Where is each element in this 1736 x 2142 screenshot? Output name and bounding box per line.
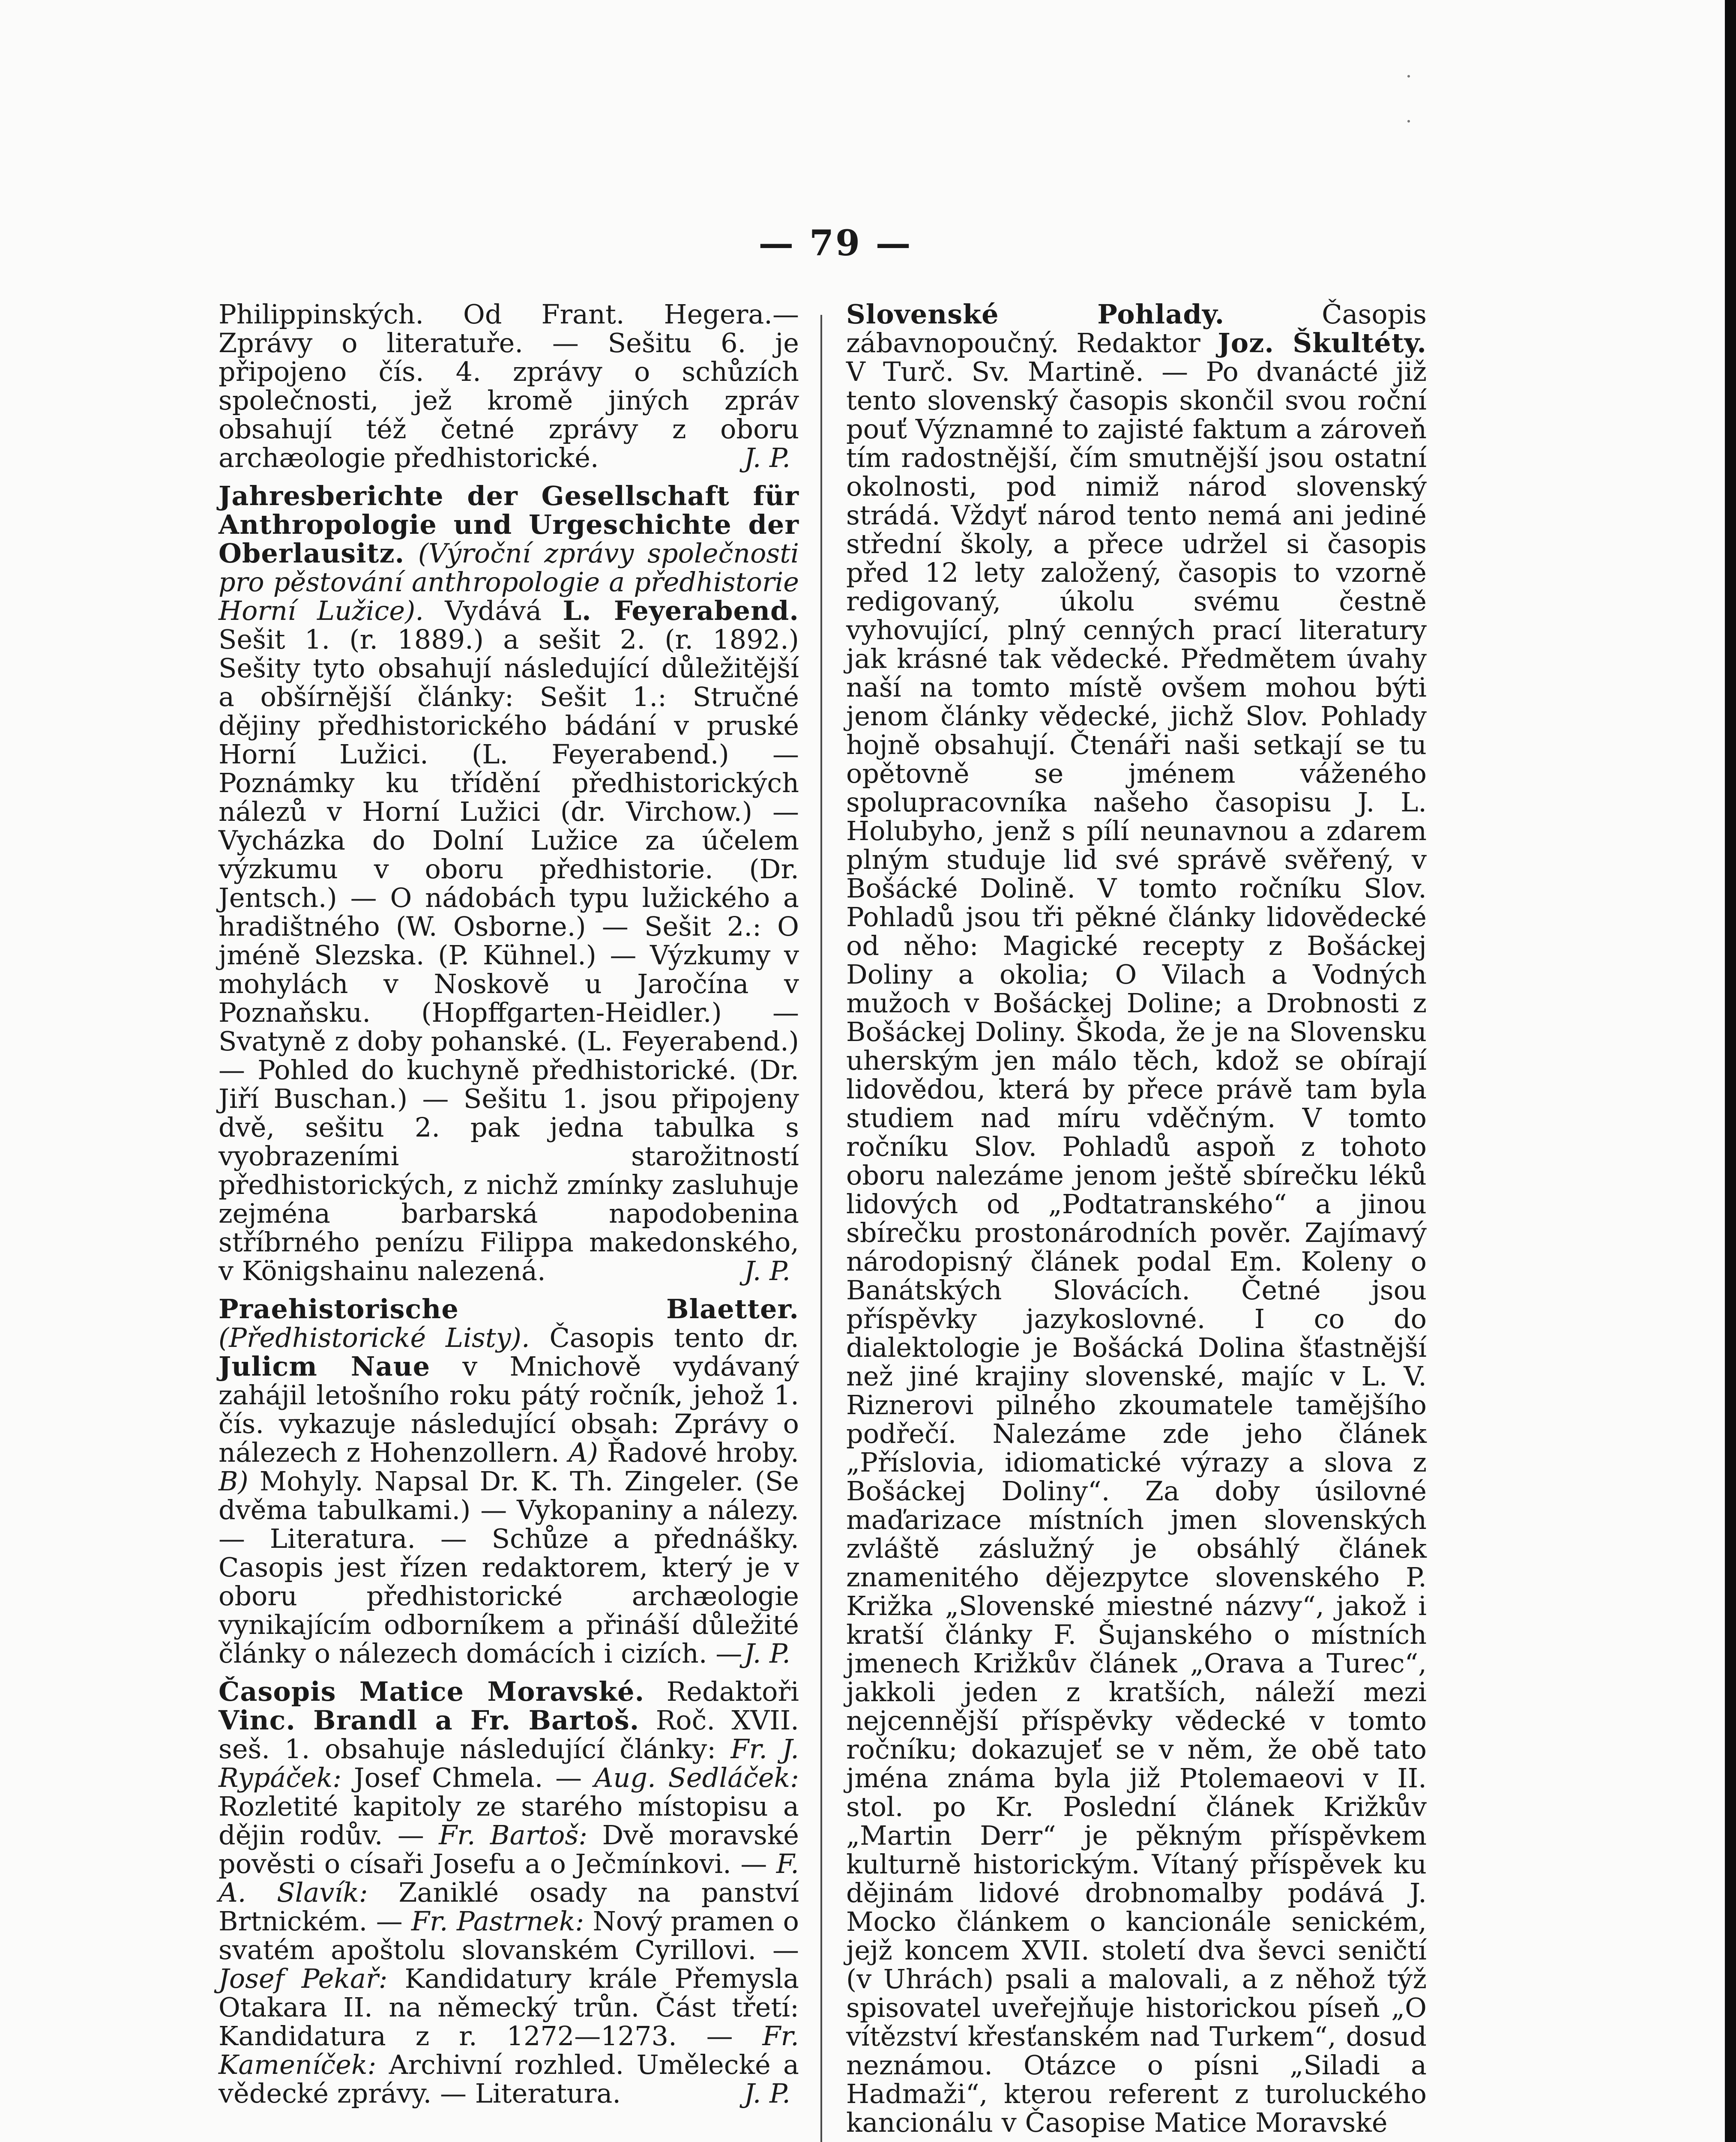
review-entry-oberlausitz xyxy=(218,482,799,1285)
right-column xyxy=(846,300,1427,2142)
article-title: Zaniklé osady na panství Brtnickém. — xyxy=(218,1877,799,1937)
entry-text: Časopis zábavnopoučný. Redaktor xyxy=(846,299,1427,359)
article-title: Josef Chmela. — xyxy=(353,1762,582,1793)
page-number: — 79 — xyxy=(758,223,913,264)
signature: J. P. xyxy=(744,1638,790,1669)
entry-title: Slovenské Pohlady. xyxy=(846,299,1225,330)
entry-marker: A) xyxy=(568,1437,598,1468)
article-title: Dvě moravské pověsti o císaři Josefu a o Ječmínkovi. — xyxy=(218,1819,799,1879)
signature: J. P. xyxy=(744,442,790,473)
entry-editor: L. Feyerabend. xyxy=(563,595,799,626)
review-entry-slovenske-pohlady xyxy=(846,300,1427,2137)
entry-text: Sešit 1. (r. 1889.) a sešit 2. (r. 1892.) Sešity tyto obsahují následující důležitější a obšírnější články: Sešit 1.: Stručné dějiny předhistorického bádání v pruské Horní Lužici. (L. Feyerabend.) — Poznámky ku třídění předhistorických nálezů v Horní Lužici (dr. Virchow.) — Vycházka do Dolní Lužice za účelem výzkumu v oboru předhistorie. (Dr. Jentsch.) — O nádobách typu lužického a hradištného (W. Osborne.) — Sešit 2.: O jméně Slezska. (P. Kühnel.) — Výzkumy v mohylách v Noskově u Jaročína v Poznaňsku. (Hopffgarten-Heidler.) — Svatyně z doby pohanské. (L. Feyerabend.) — Pohled do kuchyně předhistorické. (Dr. Jiří Buschan.) — Sešitu 1. jsou připojeny dvě, sešitu 2. pak jedna tabulka s vyobrazeními starožitností předhistorických, z nichž zmínky zasluhuje zejména barbarská napodobenina stříbrného penízu Filippa makedonského, v Königshainu nalezená. xyxy=(218,624,799,1286)
entry-text: Mohyly. Napsal Dr. K. Th. Zingeler. (Se dvěma tabulkami.) — Vykopaniny a nálezy. — Literatura. — Schůze a přednášky. Casopis jest řízen redaktorem, který je v oboru předhistorické archæologie vynikajícím odborníkem a přináší důležité články o nálezech domácích i cizích. — xyxy=(218,1466,799,1669)
entry-text: Redaktoři xyxy=(666,1676,799,1707)
article-author: Fr. Bartoš: xyxy=(439,1819,588,1851)
entry-text: v Mnichově vydávaný zahájil letošního roku pátý ročník, jehož 1. čís. vykazuje následující obsah: Zprávy o nálezech z Hohenzollern. xyxy=(218,1351,799,1468)
article-author: Fr. J. Rypáček: xyxy=(218,1733,799,1793)
signature: J. P. xyxy=(744,2078,790,2109)
article-title: Rozletité kapitoly ze starého místopisu a dějin rodův. — xyxy=(218,1791,799,1851)
article-author: Fr. Kameníček: xyxy=(218,2020,799,2080)
entry-marker: B) xyxy=(218,1466,248,1497)
review-entry-casopis-matice-moravske xyxy=(218,1677,799,2108)
continued-entry xyxy=(218,300,799,472)
scan-speck xyxy=(1407,75,1410,78)
entry-text: Časopis tento dr. xyxy=(549,1322,799,1353)
continued-text: Philippinských. Od Frant. Hegera.— Zprávy o literatuře. — Sešitu 6. je připojeno čís. 4. zprávy o schůzích společnosti, jež kromě jiných zpráv obsahují též četné zprávy z oboru archæologie předhistorické. xyxy=(218,299,799,473)
article-author: Fr. Pastrnek: xyxy=(411,1906,584,1937)
entry-editor: Joz. Škultéty. xyxy=(1218,327,1427,359)
left-column xyxy=(218,300,799,2117)
article-title: Kandidatury krále Přemysla Otakara II. na německý trůn. Část třetí: Kandidatura z r. 1272—1273. — xyxy=(218,1963,799,2052)
entry-title: Jahresberichte der Gesellschaft für Anthropologie und Urgeschichte der Oberlausitz. xyxy=(218,480,799,569)
entry-title: Praehistorische Blaetter. xyxy=(218,1293,799,1325)
article-author: Aug. Sedláček: xyxy=(594,1762,799,1793)
signature: J. P. xyxy=(744,1255,790,1286)
article-title: Nový pramen o svatém apoštolu slovanském Cyrillovi. — xyxy=(218,1906,799,1965)
review-entry-praehistorische-blaetter xyxy=(218,1295,799,1668)
entry-subtitle: (Výroční zprávy společnosti pro pěstování anthropologie a předhistorie Horní Lužice). xyxy=(218,538,799,626)
entry-text: V Turč. Sv. Martině. — Po dvanácté již tento slovenský časopis skončil svou roční pouť Významné to zajisté faktum a zároveň tím radostnější, čím smutnější jsou ostatní okolnosti, pod nimiž národ slovenský strádá. Vždyť národ tento nemá ani jediné střední školy, a přece udržel si časopis před 12 lety založený, časopis to vzorně redigovaný, úkolu svému čestně vyhovující, plný cenných prací literatury jak krásné tak vědecké. Předmětem úvahy naší na tomto místě ovšem mohou býti jenom články vědecké, jichž Slov. Pohlady hojně obsahují. Čtenáři naši setkají se tu opětovně se jménem váženého spolupracovníka našeho časopisu J. L. Holubyho, jenž s pílí neunavnou a zdarem plným studuje lid své správě svěřený, v Bošácké Dolině. V tomto ročníku Slov. Pohladů jsou tři pěkné články lidovědecké od něho: Magické recepty z Bošáckej Doliny a okolia; O Vilach a Vodných mužoch v Bošáckej Doline; a Drobnosti z Bošáckej Doliny. Škoda, že je na Slovensku uherským jen málo těch, kdož se obírají lidovědou, která by přece právě tam byla studiem nad míru vděčným. V tomto ročníku Slov. Pohladů aspoň z tohoto oboru nalezáme jenom ještě sbírečku léků lidových od „Podtatranského“ a jinou sbírečku prostonárodních pověr. Zajímavý národopisný článek podal Em. Koleny o Banátských Slovácích. Četné jsou příspěvky jazykoslovné. I co do dialektologie je Bošácká Dolina šťastnější než jiné krajiny slovenské, majíc v L. V. Riznerovi pilného zkoumatele tamějšího podřečí. Nalezáme zde jeho článek „Příslovia, idiomatické výrazy a slova z Bošáckej Doliny“. Za doby úsilovné maďarizace místních jmen slovenských zvláště záslužný je obsáhlý článek znamenitého dějezpytce slovenského P. Križka „Slovenské miestné názvy“, jakož i kratší články F. Šujanského o místních jmenech Križkův článek „Orava a Turec“, jakkoli jeden z kratších, náleží mezi nejcennější příspěvky vědecké v tomto ročníku; dokazujeť se v něm, že obě tato jména známa byla již Ptolemaeovi v II. stol. po Kr. Poslední článek Križkův „Martin Derr“ je pěkným příspěvkem kulturně historickým. Vítaný příspěvek ku dějinám lidové drobnomalby podává J. Mocko článkem o kancionále senickém, jejž koncem XVII. století dva ševci seničtí (v Uhrách) psali a malovali, a z něhož týž spisovatel uveřejňuje historickou píseň „O vítězství křesťanském nad Turkem“, dosud neznámou. Otázce o písni „Siladi a Hadmaži“, kterou referent z turoluckého kancionálu v Časopise Matice Moravské xyxy=(846,356,1427,2138)
entry-editor: Julicm Naue xyxy=(218,1351,431,1382)
column-divider xyxy=(820,315,822,2142)
article-title: Archivní rozhled. Umělecké a vědecké zprávy. — Literatura. xyxy=(218,2049,799,2109)
article-author: F. A. Slavík: xyxy=(218,1848,799,1908)
entry-text: Řadové hroby. xyxy=(607,1437,799,1468)
article-author: Josef Pekař: xyxy=(218,1963,388,1994)
entry-text: Roč. XVII. seš. 1. obsahuje následující články: xyxy=(218,1705,799,1765)
entry-text: Vydává xyxy=(445,595,542,626)
entry-editor: Vinc. Brandl a Fr. Bartoš. xyxy=(218,1705,640,1736)
entry-subtitle: (Předhistorické Listy). xyxy=(218,1322,530,1353)
entry-title: Časopis Matice Moravské. xyxy=(218,1676,645,1707)
scan-speck xyxy=(1407,120,1410,123)
scan-edge xyxy=(1725,0,1736,2142)
